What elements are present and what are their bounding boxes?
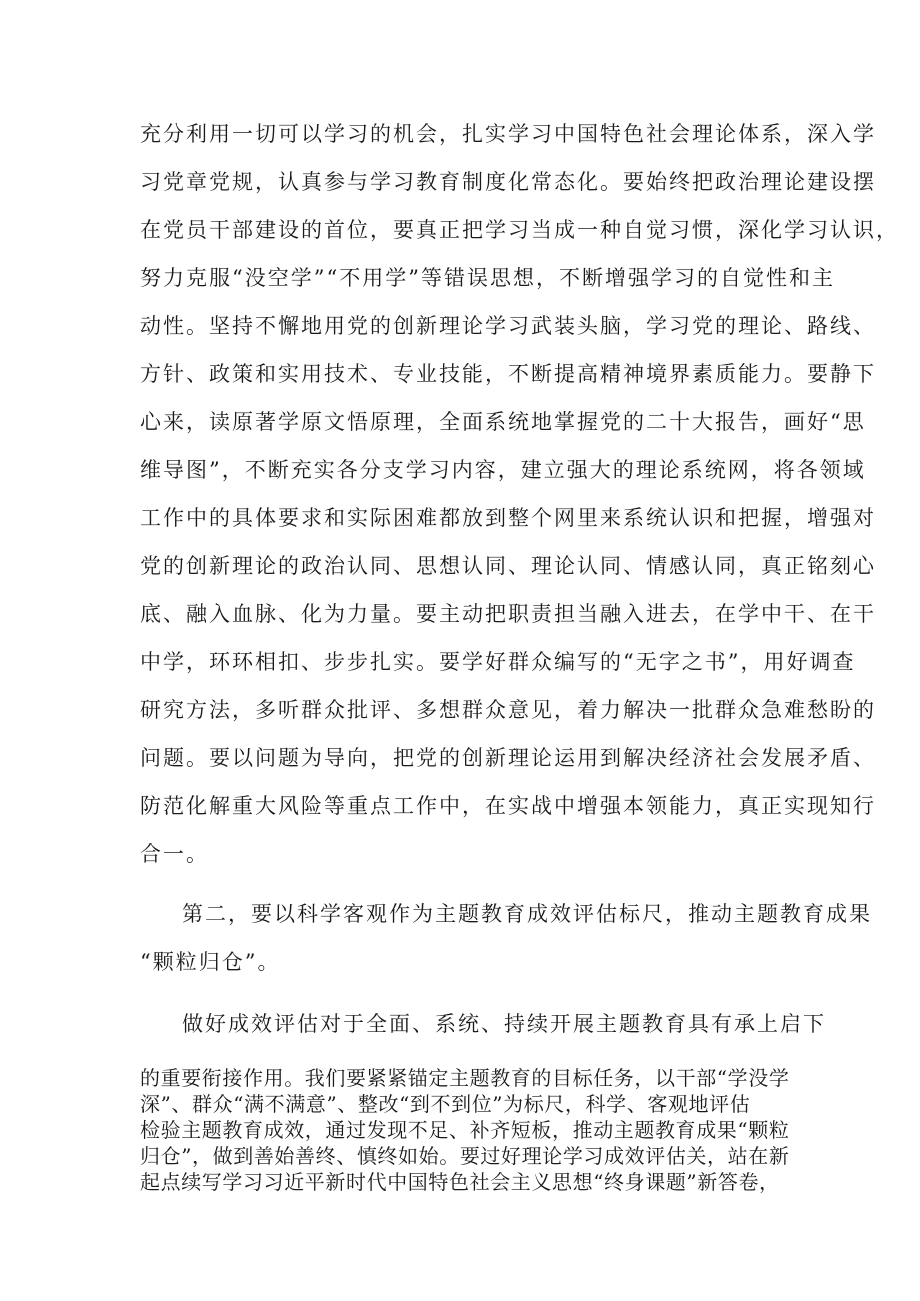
paragraph-1-line-7: 心来，读原著学原文悟原理，全面系统地掌握党的二十大报告，画好“思 bbox=[140, 410, 866, 434]
paragraph-1-line-2: 习党章党规，认真参与学习教育制度化常态化。要始终把政治理论建设摆 bbox=[140, 170, 876, 194]
paragraph-1-line-10: 党的创新理论的政治认同、思想认同、理论认同、情感认同，真正铭刻心 bbox=[140, 554, 876, 578]
paragraph-1-line-5: 动性。坚持不懈地用党的创新理论学习武装头脑，学习党的理论、路线、 bbox=[140, 314, 876, 338]
paragraph-1-line-4: 努力克服“没空学”“不用学”等错误思想，不断增强学习的自觉性和主 bbox=[140, 266, 835, 290]
paragraph-1-line-14: 问题。要以问题为导向，把党的创新理论运用到解决经济社会发展矛盾、 bbox=[140, 746, 876, 770]
paragraph-1-line-9: 工作中的具体要求和实际困难都放到整个网里来系统认识和把握，增强对 bbox=[140, 506, 876, 530]
paragraph-1-line-13: 研究方法，多听群众批评、多想群众意见，着力解决一批群众急难愁盼的 bbox=[140, 698, 876, 722]
paragraph-3-line-3: 深”、群众“满不满意”、整改“到不到位”为标尺，科学、客观地评估 bbox=[140, 1092, 751, 1116]
paragraph-3-first-line: 做好成效评估对于全面、系统、持续开展主题教育具有承上启下 bbox=[182, 1012, 826, 1036]
paragraph-1-line-6: 方针、政策和实用技术、专业技能，不断提高精神境界素质能力。要静下 bbox=[140, 362, 876, 386]
paragraph-1-line-15: 防范化解重大风险等重点工作中，在实战中增强本领能力，真正实现知行 bbox=[140, 794, 876, 818]
paragraph-1-line-8: 维导图”，不断充实各分支学习内容，建立强大的理论系统网，将各领域 bbox=[140, 458, 866, 482]
heading-2-line-2: “颗粒归仓”。 bbox=[140, 950, 281, 974]
paragraph-1-line-3: 在党员干部建设的首位，要真正把学习当成一种自觉习惯，深化学习认识， bbox=[140, 218, 899, 242]
paragraph-3-line-2: 的重要衔接作用。我们要紧紧锚定主题教育的目标任务，以干部“学没学 bbox=[140, 1066, 790, 1090]
paragraph-1-line-16: 合一。 bbox=[140, 842, 209, 866]
paragraph-3-line-6: 起点续写学习习近平新时代中国特色社会主义思想“终身课题”新答卷， bbox=[140, 1170, 780, 1194]
heading-2-line-1: 第二，要以科学客观作为主题教育成效评估标尺，推动主题教育成果 bbox=[182, 902, 872, 926]
paragraph-1-line-12: 中学，环环相扣、步步扎实。要学好群众编写的“无字之书”，用好调查 bbox=[140, 650, 856, 674]
paragraph-3-line-4: 检验主题教育成效，通过发现不足、补齐短板，推动主题教育成果“颗粒 bbox=[140, 1118, 790, 1142]
paragraph-1-line-1: 充分利用一切可以学习的机会，扎实学习中国特色社会理论体系，深入学 bbox=[140, 122, 876, 146]
paragraph-3-line-5: 归仓”，做到善始善终、慎终如始。要过好理论学习成效评估关，站在新 bbox=[140, 1144, 790, 1168]
paragraph-1-line-11: 底、融入血脉、化为力量。要主动把职责担当融入进去，在学中干、在干 bbox=[140, 602, 876, 626]
